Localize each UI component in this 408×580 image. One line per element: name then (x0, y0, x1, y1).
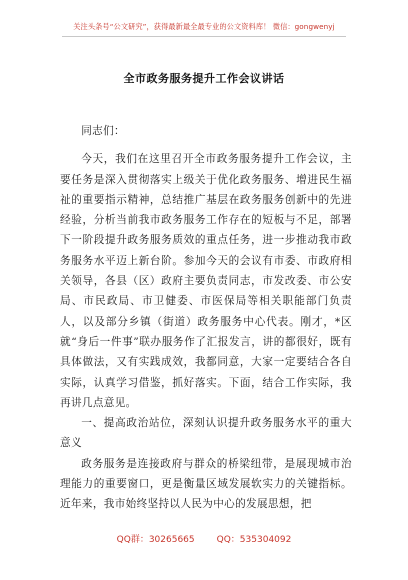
qq-number: QQ：535304092 (216, 535, 292, 545)
qq-group-number: QQ群：30265665 (116, 535, 195, 545)
header-banner: 关注头条号“公文研究”，获得最新最全最专业的公文资料库！ 微信：gongwenyj (73, 22, 335, 31)
section-heading-1: 一、提高政治站位，深刻认识提升政务服务水平的重大意义 (60, 417, 352, 450)
document-title: 全市政务服务提升工作会议讲话 (123, 72, 285, 85)
header-divider (62, 36, 346, 37)
salutation: 同志们： (81, 125, 125, 137)
paragraph-section-1: 政务服务是连接政府与群众的桥梁纽带，是展现城市治理能力的重要窗口，更是衡量区域发展软实力的关键指标。近年来，我市始终坚持以人民为中心的发展思想，把 (60, 457, 352, 511)
paragraph-opening: 今天，我们在这里召开全市政务服务提升工作会议，主要任务是深入贯彻落实上级关于优化政务服务、增进民生福祉的重要指示精神，总结推广基层在政务服务创新中的先进经验，分析当前我市政务服务工作存在的短板与不足，部署下一阶段提升政务服务质效的重点任务，进一步推动我市政务服务水平迈上新台阶。参加今天的会议有市委、市政府相关领导，各县（区）政府主要负责同志，市发改委、市公安局、市民政局、市卫健委、市医保局等相关职能部门负责人，以及部分乡镇（街道）政务服务中心代表。刚才，*区就“身后一件事”联办服务作了汇报发言，讲的都很好，既有具体做法，又有实践成效，我都同意，大家一定要结合各自实际，认真学习借鉴，抓好落实。下面，结合工作实际，我再讲几点意见。 (60, 153, 352, 409)
document-body (60, 121, 352, 515)
footer-contact (0, 532, 408, 545)
